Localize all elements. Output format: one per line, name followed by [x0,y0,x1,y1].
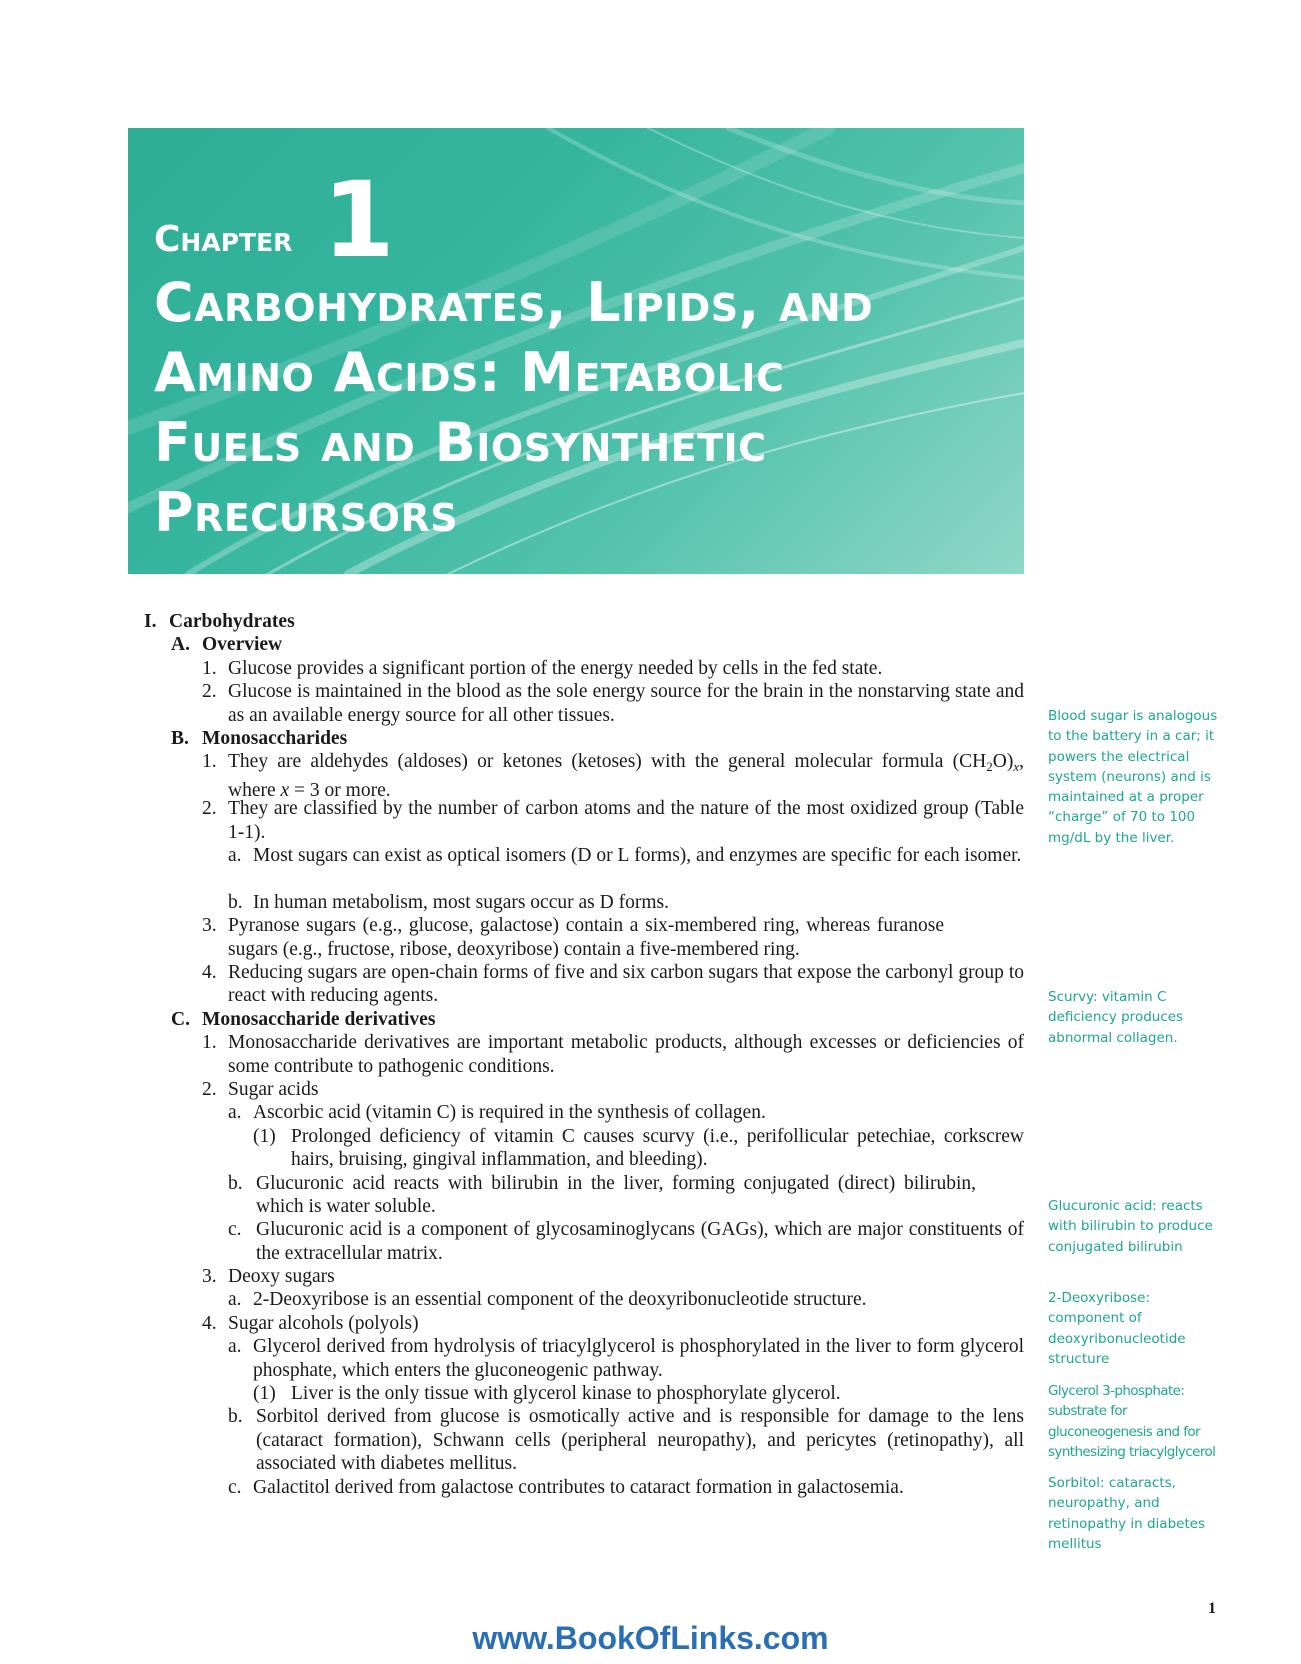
list-item [144,1101,1024,1124]
outline-marker: (1) [253,1383,276,1405]
chapter-title: Carbohydrates, Lipids, and Amino Acids: Metabolic Fuels and Biosynthetic Precursors [154,271,874,544]
list-item [144,961,1024,1008]
list-item [144,1172,1024,1219]
list-item [144,1382,1024,1405]
outline-marker: c. [228,1476,242,1498]
outline-item-text: Ascorbic acid (vitamin C) is required in the synthesis of collagen. [253,1102,766,1124]
outline-item-text: Glycerol derived from hydrolysis of triacylglycerol is phosphorylated in the liver to form glycerol phosphate, which enters the gluconeogenic pathway. [253,1336,1024,1381]
list-item [144,1288,1024,1311]
formula-text: O) [992,751,1014,773]
isomer-label: L [617,844,630,866]
outline-item-text: Glucose is maintained in the blood as the sole energy source for the brain in the nonstarving state and as an available energy source for all other tissues. [228,681,1024,726]
isomer-label: D [599,891,614,913]
list-item [144,680,1024,727]
outline-item-text: Glucuronic acid reacts with bilirubin in the liver, forming conjugated (direct) bilirubin, which is water soluble. [256,1172,976,1217]
outline-marker: b. [228,891,243,913]
list-item [144,1476,1024,1499]
outline-item-text: Prolonged deficiency of vitamin C causes scurvy (i.e., perifollicular petechiae, corkscrew hairs, bruising, gingival inflammation, and bleeding). [291,1125,1024,1171]
formula-text: They are aldehydes (aldoses) or ketones (ketoses) with the general molecular formula (CH [228,751,987,773]
outline-item-text: Galactitol derived from galactose contributes to cataract formation in galactosemia. [253,1476,904,1498]
outline-item-text: Sugar acids [228,1078,319,1100]
outline-item-text: Glucuronic acid is a component of glycosaminoglycans (GAGs), which are major constituents of the extracellular matrix. [256,1219,1024,1264]
outline-item-text: Deoxy sugars [228,1266,335,1288]
outline-item-text: 2-Deoxyribose is an essential component of the deoxyribonucleotide structure. [253,1289,867,1311]
outline-marker: (1) [253,1125,276,1147]
list-item [144,1335,1024,1382]
formula-subscript: 2 [986,759,993,775]
list-item [144,657,1024,680]
page-number: 1 [1208,1600,1216,1617]
margin-note-deoxyribose: 2-Deoxyribose: component of deoxyribonucleotide structure [1048,1290,1186,1367]
chapter-banner [128,128,1024,574]
list-item [144,797,1024,844]
outline-item-text: Glucose provides a significant portion of the energy needed by cells in the fed state. [228,657,883,679]
outline-marker: 4. [202,961,217,983]
outline-heading-text: Overview [202,634,283,656]
outline-heading-text: Monosaccharides [202,727,348,749]
outline-marker: a. [228,844,242,866]
outline-heading-text: Carbohydrates [169,611,295,632]
list-item [144,1405,1024,1475]
outline-marker: 2. [202,1078,217,1100]
outline-item-text [228,750,1024,802]
outline-marker: A. [171,634,190,656]
margin-note-glucuronic-acid: Glucuronic acid: reacts with bilirubin to produce conjugated bilirubin [1048,1198,1213,1255]
outline-marker: c. [228,1219,242,1241]
list-item [144,914,1024,961]
outline-marker: 2. [202,681,217,703]
formula-variable: x [280,779,290,801]
list-item [144,1078,1024,1101]
outline-marker: a. [228,1102,242,1124]
formula-subscript: x [1013,759,1020,775]
text-run: In human metabolism, most sugars occur as [253,891,600,913]
outline-marker: 1. [202,1032,217,1054]
outline-marker: 3. [202,915,217,937]
text-run: forms), and enzymes are specific for each isomer. [629,844,1022,866]
outline-item-text: Reducing sugars are open-chain forms of five and six carbon sugars that expose the carbonyl group to react with reducing agents. [228,961,1024,1007]
outline-marker: a. [228,1336,242,1358]
outline-item-text: Liver is the only tissue with glycerol kinase to phosphorylate glycerol. [291,1383,841,1405]
outline-item-text: Monosaccharide derivatives are important metabolic products, although excesses or deficiencies of some contribute to pathogenic conditions. [228,1032,1024,1077]
outline-item-text [253,891,1024,914]
text-run: Most sugars can exist as optical isomers ( [253,844,578,866]
outline-marker: C. [171,1008,190,1030]
text-run: forms. [613,891,669,913]
outline-item-text: Sorbitol derived from glucose is osmotically active and is responsible for damage to the lens (cataract formation), Schwann cells (peripheral neuropathy), and pericytes (retinopathy), all associated with diabetes mellitus. [256,1406,1024,1475]
outline-marker: 1. [202,751,217,773]
list-item [144,1031,1024,1078]
subsection-heading-monosaccharides [144,727,1024,750]
outline-item-text: Sugar alcohols (polyols) [228,1312,419,1334]
outline-heading-text: Monosaccharide derivatives [202,1008,436,1030]
chapter-number: 1 [322,159,395,281]
section-heading-carbohydrates [144,610,1024,633]
list-item [144,1265,1024,1288]
list-item [144,844,1024,891]
list-item [144,1218,1024,1265]
outline-marker: 3. [202,1266,217,1288]
outline-marker: B. [171,727,189,749]
subsection-heading-overview [144,633,1024,656]
list-item [144,1312,1024,1335]
outline-marker: 2. [202,798,217,820]
subsection-heading-monosaccharide-derivatives [144,1008,1024,1031]
margin-note-sorbitol: Sorbitol: cataracts, neuropathy, and retinopathy in diabetes mellitus [1048,1475,1206,1552]
outline-marker: b. [228,1172,243,1194]
chapter-label: Chapter [154,219,293,260]
list-item [144,891,1024,914]
list-item [144,1125,1024,1172]
text-run: or [591,844,618,866]
chapter-heading [154,159,395,281]
list-item [144,750,1024,801]
outline-item-text: They are classified by the number of carbon atoms and the nature of the most oxidized group (Table 1-1). [228,798,1024,843]
chapter-outline [144,610,1024,1499]
outline-marker: 4. [202,1312,217,1334]
footer-website-link[interactable]: www.BookOfLinks.com [472,1620,829,1656]
formula-text: , where [228,751,1024,801]
outline-item-text [253,844,1024,867]
outline-marker: 1. [202,657,217,679]
outline-marker: I. [144,611,157,632]
isomer-label: D [577,844,592,866]
margin-note-glycerol-phosphate: Glycerol 3-phosphate: substrate for gluconeogenesis and for synthesizing triacylglycerol [1048,1383,1216,1460]
formula-text: = 3 or more. [289,779,391,801]
outline-marker: a. [228,1289,242,1311]
margin-note-blood-sugar: Blood sugar is analogous to the battery in a car; it powers the electrical system (neurons) and is maintained at a proper “charge” of 70 to 100 mg/dL by the liver. [1048,708,1218,846]
outline-item-text: Pyranose sugars (e.g., glucose, galactose) contain a six-membered ring, whereas furanose sugars (e.g., fructose, ribose, deoxyribose) contain a five-membered ring. [228,915,944,960]
margin-note-scurvy: Scurvy: vitamin C deficiency produces abnormal collagen. [1048,989,1184,1046]
outline-marker: b. [228,1406,243,1428]
